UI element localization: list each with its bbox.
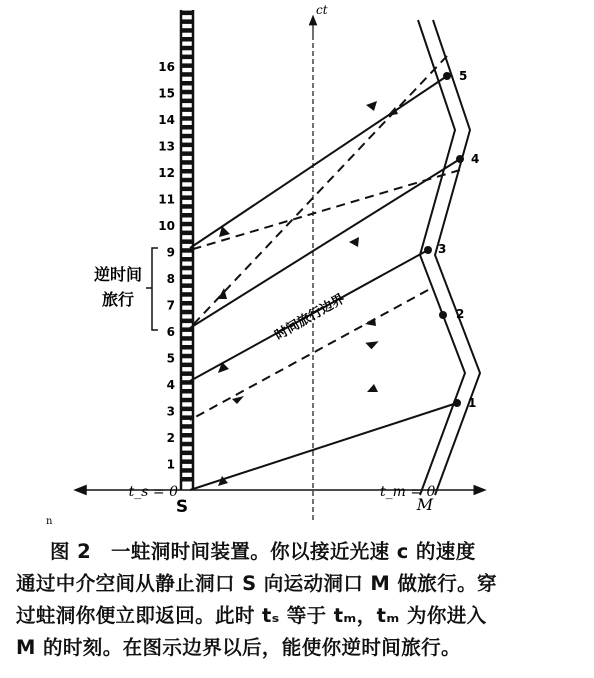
tick-label-5: 5 [166, 351, 175, 366]
m-point-label-3: 3 [438, 242, 447, 256]
ladder-rung [181, 204, 193, 209]
ladder-rung [181, 345, 193, 350]
tick-label-8: 8 [166, 272, 175, 286]
m-point-label-4: 4 [471, 152, 480, 166]
ladder-rung [181, 72, 193, 77]
ray-arrows [218, 101, 379, 486]
tick-label-13: 13 [158, 139, 175, 154]
ladder-rung [181, 451, 193, 456]
m-mouth-label: M [416, 495, 434, 514]
m-point-label-5: 5 [459, 69, 468, 83]
ladder-rung [181, 222, 193, 227]
tick-label-4: 4 [166, 378, 175, 392]
bracket-label-line2: 旅行 [101, 290, 135, 309]
m-point-label-1: 1 [468, 396, 477, 410]
ladder-rung [181, 459, 193, 464]
ladder-rung [181, 125, 193, 130]
tick-label-15: 15 [158, 86, 175, 101]
caption-line-4: M 的时刻。在图示边界以后，能使你逆时间旅行。 [16, 636, 461, 659]
caption-line-1: 图 2 一蛀洞时间装置。你以接近光速 c 的速度 [50, 540, 476, 563]
ladder-rung [181, 231, 193, 236]
ladder-rung [181, 310, 193, 315]
ladder-rung [181, 477, 193, 482]
ladder-rung [181, 160, 193, 165]
ray-s9-m5 [190, 76, 447, 248]
s-mouth-label: S [175, 497, 189, 517]
tick-label-1: 1 [166, 457, 175, 472]
ladder-rung [181, 389, 193, 394]
caption-line-3: 过蛀洞你便立即返回。此时 tₛ 等于 tₘ，tₘ 为你进入 [16, 604, 487, 627]
time-s-label: t_s = 0 [128, 484, 178, 500]
ladder-rung [181, 433, 193, 438]
ladder-rung [181, 90, 193, 95]
tick-labels [158, 60, 175, 472]
ladder-rung [181, 99, 193, 104]
tick-label-16: 16 [158, 60, 175, 74]
ladder-rung [181, 28, 193, 33]
ladder-rung [181, 407, 193, 412]
ladder-rung [181, 468, 193, 473]
ladder-rung [181, 63, 193, 68]
tick-label-3: 3 [166, 404, 175, 419]
ladder-rung [181, 213, 193, 218]
ladder-rung [181, 116, 193, 121]
ladder-rung [181, 178, 193, 183]
tick-label-9: 9 [166, 245, 175, 260]
ladder-rung [181, 239, 193, 244]
ladder-rung [181, 46, 193, 51]
tick-label-7: 7 [166, 298, 175, 313]
dashed-ray-arrows [218, 107, 398, 404]
tick-label-12: 12 [158, 166, 175, 180]
ladder-rung [181, 336, 193, 341]
tick-label-11: 11 [158, 192, 175, 207]
ladder-rung [181, 283, 193, 288]
ladder-rung [181, 134, 193, 139]
ray-s0-m1 [190, 403, 457, 490]
boundary-label: 时间旅行边界 [272, 291, 348, 344]
ladder-rung [181, 319, 193, 324]
tick-label-6: 6 [166, 325, 175, 339]
ladder-rung [181, 187, 193, 192]
ladder-rung [181, 19, 193, 24]
time-m-label: t_m = 0 [380, 484, 436, 500]
ladder-rung [181, 107, 193, 112]
solid-rays [190, 76, 460, 490]
tick-label-10: 10 [158, 219, 175, 233]
ladder-rung [181, 415, 193, 420]
tick-label-14: 14 [158, 113, 175, 127]
ladder-rung [181, 363, 193, 368]
ladder-rung [181, 301, 193, 306]
m-point-2 [439, 311, 447, 319]
caption-line-2: 通过中介空间从静止洞口 S 向运动洞口 M 做旅行。穿 [16, 572, 497, 595]
m-worldline [418, 20, 480, 495]
light-axis-label: ct [316, 3, 328, 17]
ladder-rung [181, 354, 193, 359]
tick-label-2: 2 [166, 431, 175, 445]
ladder-rung [181, 424, 193, 429]
bracket-label-line1: 逆时间 [93, 265, 143, 284]
ladder-rung [181, 81, 193, 86]
ladder-rung [181, 442, 193, 447]
ladder-rung [181, 266, 193, 271]
m-point-label-2: 2 [456, 307, 465, 321]
ladder-rung [181, 257, 193, 262]
ladder-rung [181, 195, 193, 200]
dash-m4-s9 [190, 170, 460, 250]
s-worldline [181, 10, 193, 490]
ladder-rung [181, 169, 193, 174]
figure-caption [16, 536, 588, 664]
stray-mark: n [46, 516, 53, 527]
ladder-rung [181, 371, 193, 376]
ladder-rung [181, 55, 193, 60]
ladder-rung [181, 398, 193, 403]
ladder-rung [181, 37, 193, 42]
ladder-rung [181, 143, 193, 148]
ladder-rung [181, 151, 193, 156]
reverse-time-bracket [146, 248, 158, 330]
ladder-rung [181, 248, 193, 253]
ladder-rung [181, 292, 193, 297]
ladder-rung [181, 11, 193, 16]
ladder-rung [181, 275, 193, 280]
dashed-rays [190, 56, 460, 420]
